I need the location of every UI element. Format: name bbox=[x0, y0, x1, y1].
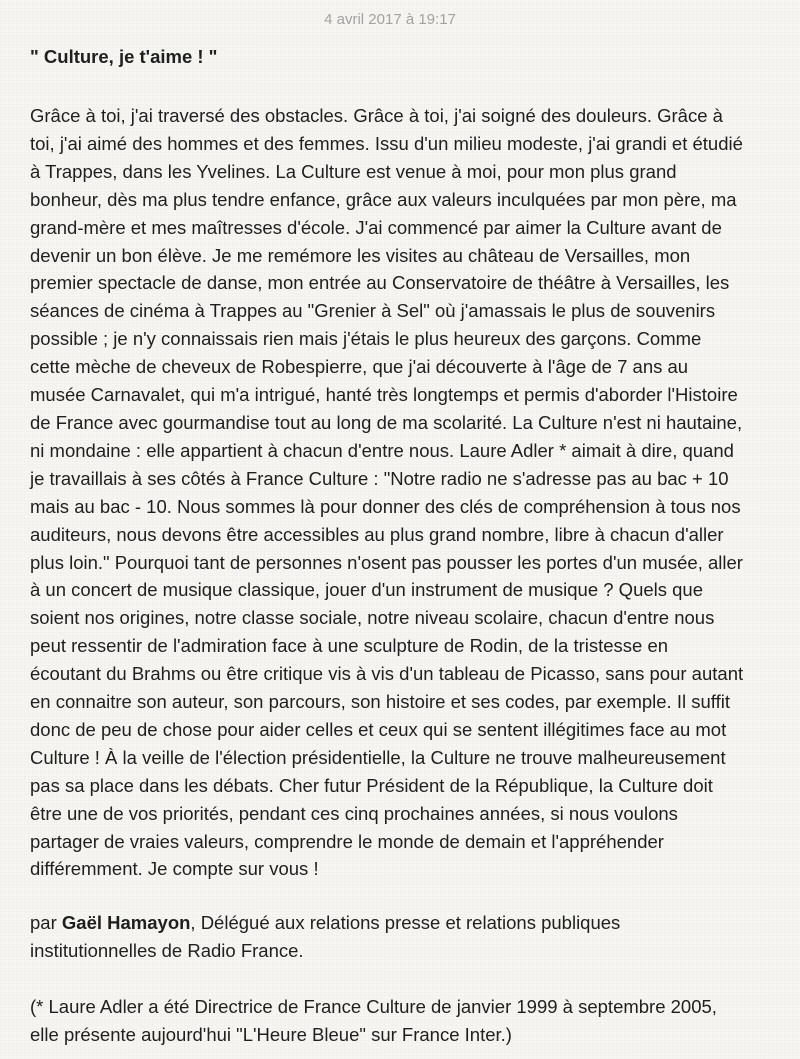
note-title: " Culture, je t'aime ! " bbox=[30, 46, 218, 67]
note-byline bbox=[30, 909, 780, 965]
byline-author: Gaël Hamayon bbox=[61, 912, 191, 934]
note-timestamp: 4 avril 2017 à 19:17 bbox=[324, 11, 456, 28]
note-body: Grâce à toi, j'ai traversé des obstacles. Grâce à toi, j'ai soigné des douleurs. Grâce à toi, j'ai aimé des hommes et des femmes. Issu d'un milieu modeste, j'ai grandi et étudié à Trappes, dans les Yvelines. La Culture est venue à moi, pour mon plus grand bonheur, dès ma plus tendre enfance, grâce aux valeurs inculquées par mon père, ma grand-mère et mes maîtresses d'école. J'ai commencé par aimer la Culture avant de devenir un bon élève. Je me remémore les visites au château de Versailles, mon premier spectacle de danse, mon entrée au Conservatoire de théâtre à Versailles, les séances de cinéma à Trappes au "Grenier à Sel" où j'amassais le plus de souvenirs possible ; je n'y connaissais rien mais j'étais le plus heureux des garçons. Comme cette mèche de cheveux de Robespierre, que j'ai découverte à l'âge de 7 ans au musée Carnavalet, qui m'a intrigué, hanté très longtemps et permis d'aborder l'Histoire de France avec gourmandise tout au long de ma scolarité. La Culture n'est ni hautaine, ni mondaine : elle appartient à chacun d'entre nous. Laure Adler * aimait à dire, quand je travaillais à ses côtés à France Culture : "Notre radio ne s'adresse pas au bac + 10 mais au bac - 10. Nous sommes là pour donner des clés de compréhension à tous nos auditeurs, nous devons être accessibles au plus grand nombre, libre à chacun d'aller plus loin." Pourquoi tant de personnes n'osent pas pousser les portes d'un musée, aller à un concert de musique classique, jouer d'un instrument de musique ? Quels que soient nos origines, notre classe sociale, notre niveau scolaire, chacun d'entre nous peut ressentir de l'admiration face à une sculpture de Rodin, de la tristesse en écoutant du Brahms ou être critique vis à vis d'un tableau de Picasso, sans pour autant en connaitre son auteur, son parcours, son histoire et ses codes, par exemple. Il suffit donc de peu de chose pour aider celles et ceux qui se sentent illégitimes face au mot Culture ! À la veille de l'élection présidentielle, la Culture ne trouve malheureusement pas sa place dans les débats. Cher futur Président de la République, la Culture doit être une de vos priorités, pendant ces cinq prochaines années, si nous voulons partager de vraies valeurs, comprendre le monde de demain et l'appréhender différemment. Je compte sur vous ! bbox=[30, 105, 744, 880]
byline-suffix: , Délégué aux relations presse et relations publiques institutionnelles de Radio France. bbox=[30, 912, 621, 962]
note-footnote: (* Laure Adler a été Directrice de France Culture de janvier 1999 à septembre 2005, elle présente aujourd'hui "L'Heure Bleue" sur France Inter.) bbox=[30, 996, 717, 1046]
byline-prefix: par bbox=[30, 912, 62, 934]
note-content[interactable] bbox=[30, 0, 780, 1049]
